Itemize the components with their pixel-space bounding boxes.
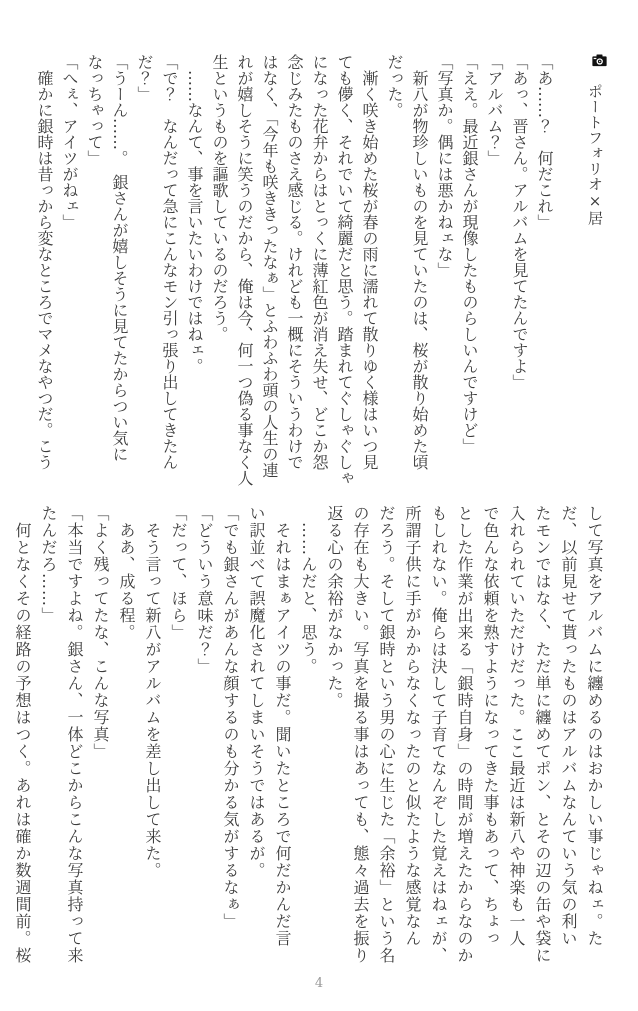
text-line: 念じみたものさえ感じる。けれども一概にそういうわけで (285, 54, 304, 470)
text-block-bottom (9, 505, 607, 975)
text-line: 新八が物珍しいものを見ていたのは、桜が散り始めた頃 (410, 54, 429, 470)
text-line: 「写真か。偶には悪かねェな」 (435, 54, 454, 278)
text-line: 「本当ですよね。銀さん、一体どこからこんな写真持って来 (65, 505, 84, 964)
text-line: 確かに銀時は昔っから変なところでマメなやつだ。こう (35, 54, 54, 470)
text-line: 「だって、ほら」 (169, 505, 188, 641)
text-line: して写真をアルバムに纏めるのはおかしい事じゃねェ。た (585, 505, 604, 947)
text-line: い訳並べて誤魔化されてしまいそうではあるが。 (247, 505, 266, 879)
text-line: 「あっ、晋さん。アルバムを見てたんですよ」 (510, 54, 529, 390)
text-line: 何となくその経路の予想はつく。あれは確か数週間前。桜 (13, 505, 32, 964)
camera-icon (586, 54, 604, 72)
text-block-top (32, 54, 607, 492)
text-line: 所謂子供に手がかからなくなったのと似たような感覚なん (403, 505, 422, 947)
blank-line (557, 54, 582, 492)
text-line: 「アルバム？」 (485, 54, 504, 166)
text-line: 入れられていただけだった。ここ最近は新八や神楽も一人 (507, 505, 526, 947)
text-line: だろう。そして銀時という男の心に生じた「余裕」という名 (377, 505, 396, 964)
text-line: ああ、成る程。 (117, 505, 136, 641)
text-line: たんだろ……」 (39, 505, 58, 624)
text-line: そう言って新八がアルバムを差し出して来た。 (143, 505, 162, 879)
text-line: だ、以前見せて貰ったものはアルバムなんていう気の利い (559, 505, 578, 947)
text-line: それはまぁアイツの事だ。聞いたところで何だかんだ言 (273, 505, 292, 947)
text-line: ても儚く、それでいて綺麗だと思う。踏まれてぐしゃぐしゃ (335, 54, 354, 486)
text-line: 漸く咲き始めた桜が春の雨に濡れて散りゆく様はいつ見 (360, 54, 379, 470)
text-line: もしれない。俺らは決して子育てなんぞした覚えはねェが、 (429, 505, 448, 964)
text-line: で色んな依頼を熟すようになってきた事もあって、ちょっ (481, 505, 500, 947)
text-line: 返る心の余裕がなかった。 (325, 505, 344, 709)
text-line: なっちゃって」 (85, 54, 104, 166)
page-title: ポートフォリオ×居 (586, 83, 604, 226)
text-line: 「ええ。最近銀さんが現像したものらしいんですけど」 (460, 54, 479, 454)
text-line: 「で？ なんだって急にこんなモン引っ張り出してきたん (160, 54, 179, 470)
text-line: 生というものを謳歌しているのだろう。 (210, 54, 229, 342)
text-line: 「よく残ってたな、こんな写真」 (91, 505, 110, 760)
text-line: だった。 (385, 54, 404, 118)
text-line: だ？」 (135, 54, 154, 102)
text-line: 「でも銀さんがあんな顔するのも分かる気がするなぁ」 (221, 505, 240, 930)
text-line: 「うーん……。 銀さんが嬉しそうに見てたからつい気に (110, 54, 129, 462)
text-line: はなく、「今年も咲ききったなぁ」とふわふわ頭の人生の連 (260, 54, 279, 478)
text-line: 「どういう意味だ？」 (195, 505, 214, 675)
page-number: 4 (314, 976, 324, 991)
text-line: になった花弁からはとっくに薄紅色が消え失せ、どこか怨 (310, 54, 329, 470)
text-line: とした作業が出来る「銀時自身」の時間が増えたからなのか (455, 505, 474, 964)
text-line: 「あ……？ 何だこれ」 (535, 54, 554, 230)
text-line: ……なんて、事を言いたいわけではねェ。 (185, 54, 204, 374)
text-line: れが嬉しそうに笑うのだから、俺は今、何一つ偽る事なく人 (235, 54, 254, 486)
text-line: たモンではなく、ただ単に纏めてポン、とその辺の缶や袋に (533, 505, 552, 964)
header-title-line (582, 54, 607, 492)
text-line: 「へぇ、アイツがねェ」 (60, 54, 79, 230)
text-line: ……んだと、思う。 (299, 505, 318, 675)
text-line: の存在も大きい。写真を撮る事はあっても、態々過去を振り (351, 505, 370, 964)
